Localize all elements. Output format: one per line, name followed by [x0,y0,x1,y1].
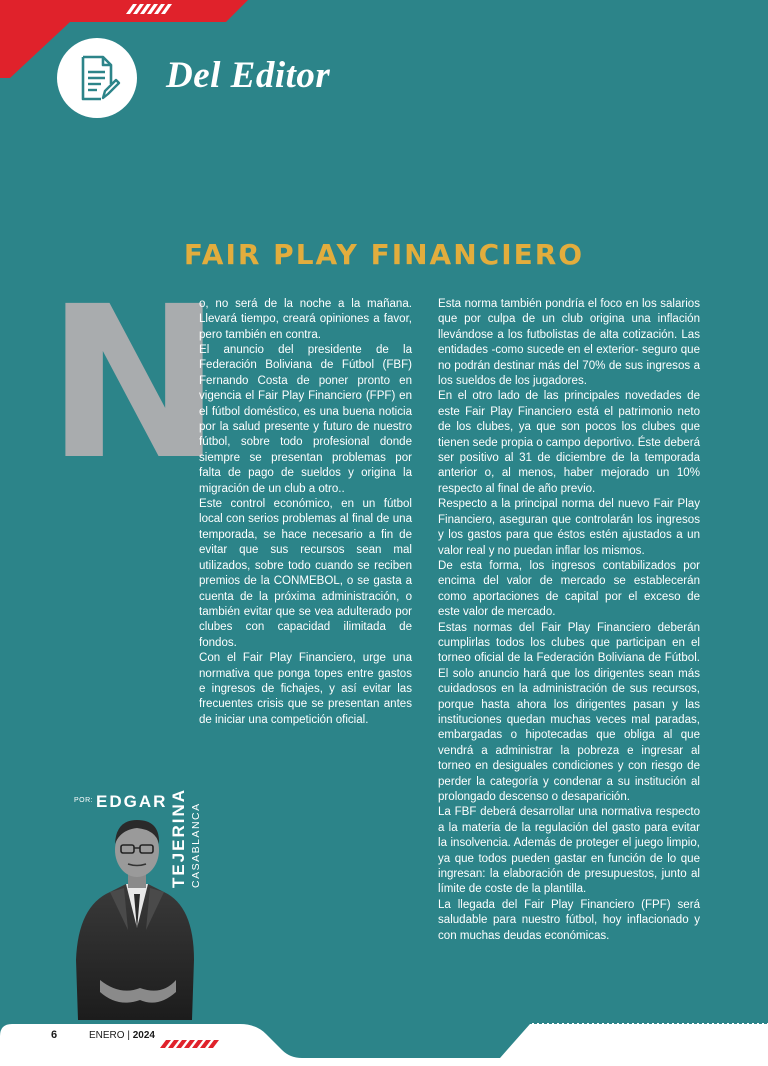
author-prefix: POR: [74,797,94,804]
footer-band [0,1018,768,1066]
document-edit-icon [57,38,137,118]
paragraph: La llegada del Fair Play Financiero (FPF) será saludable para nuestro fútbol, hoy inflacionado y con muchas deudas económicas. [438,898,700,942]
paragraph: Este control económico, en un fútbol local con serios problemas al final de una temporada, se hace necesario a fin de evitar que sus recursos sean mal utilizados, sobre todo cuando se reciben premios de la CONMEBOL, o se gasta a cuenta de la próxima administración, o también evitar que se vea adulterado por clubes con capacidad ilimitada de fondos. [199,498,412,649]
article-intro: o, no será de la noche a la mañana. Llevará tiempo, creará opiniones a favor, pero también en contra. [199,298,412,341]
paragraph: Estas normas del Fair Play Financiero deberán cumplirlas todos los clubes que participan en el torneo oficial de la Federación Boliviana de Fútbol. El solo anuncio hará que los dirigentes sean más cuidadosos en la administración de sus recursos, porque hasta ahora los dirigentes pasan y las instituciones quedan muchas veces mal paradas, embargadas o hipotecadas que obliga al que vendrá a administrar la pobreza e ingresar al torneo en desiguales condiciones y con riesgo de perder la categoría y condenar a su institución al prolongado descenso o desaparición. [438,621,700,803]
paragraph: El anuncio del presidente de la Federación Boliviana de Fútbol (FBF) Fernando Costa de poner pronto en vigencia el Fair Play Financiero (FPF) en el fútbol doméstico, es una buena noticia por la salud presente y futuro de nuestro fútbol, sobre todo profesional donde siempre se presentan problemas por falta de pago de sueldos y origina la migración de un club a otro.. [199,344,412,495]
article-column-left [199,343,412,728]
article-headline: FAIR PLAY FINANCIERO [183,238,585,271]
section-title: Del Editor [166,55,331,96]
author-last-name: TEJERINA [169,787,188,888]
paragraph: La FBF deberá desarrollar una normativa respecto a la materia de la regulación del gasto para evitar la insolvencia. Además de proteger el juego limpio, ya que todos pueden gastar en función de lo que ingresan: la elaboración de presupuestos, junto al límite de coste de la plantilla. [438,806,700,896]
paragraph: Respecto a la principal norma del nuevo Fair Play Financiero, aseguran que controlarán los ingresos y los gastos para que éstos estén ajustados a un valor real y no puedan inflar los mismos. [438,498,700,557]
paragraph: De esta forma, los ingresos contabilizados por encima del valor de mercado se establecerán como aportaciones de capital por el exceso de este valor de mercado. [438,559,700,619]
drop-cap-letter [46,261,222,506]
paragraph: Con el Fair Play Financiero, urge una normativa que ponga topes entre gastos e ingresos de fichajes, y así evitar las frecuentes crisis que se presentan antes de iniciar una competición oficial. [199,652,412,726]
issue-month: ENERO [89,1030,125,1041]
issue-date [89,1030,155,1041]
article-column-right [438,297,700,944]
author-first-name: EDGAR [96,792,168,811]
issue-separator: | [127,1030,130,1041]
author-second-last-name: CASABLANCA [190,802,202,888]
paragraph: Esta norma también pondría el foco en los salarios que por culpa de un club origina una inflación llevándose a los futbolistas de alta cotización. Las entidades -como sucede en el exterior- seguro que no podrán destinar más del 70% de sus ingresos a los sueldos de los jugadores. [438,298,700,388]
issue-year: 2024 [132,1030,155,1041]
paragraph: En el otro lado de las principales novedades de este Fair Play Financiero está el patrimonio neto de los clubes, ya que son pocos los clubes que tienen sede propia o campo deportivo. Éste deberá ser positivo al 31 de diciembre de la temporada anterior o, al menos, haber mejorado un 10% respecto al final de año previo. [438,390,700,495]
page-number: 6 [51,1029,58,1041]
svg-text:N: N [46,261,222,506]
